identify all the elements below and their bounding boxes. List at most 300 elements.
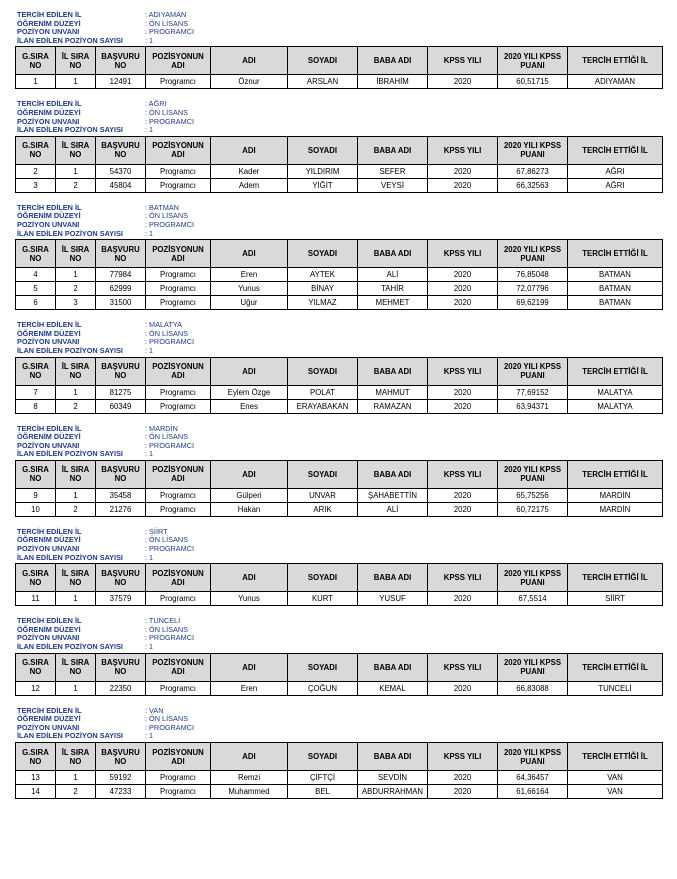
column-header: POZİSYONUN ADI <box>146 47 211 75</box>
table-header-row <box>16 653 663 681</box>
table-cell: 2020 <box>428 385 498 399</box>
table-header-row <box>16 460 663 488</box>
table-cell: Öznur <box>211 75 288 89</box>
meta-row-city <box>17 321 662 330</box>
meta-label-count: İLAN EDİLEN POZİYON SAYISI <box>17 731 123 741</box>
table-cell: BEL <box>288 785 358 799</box>
meta-label-count: İLAN EDİLEN POZİYON SAYISI <box>17 125 123 135</box>
table-cell: Hakan <box>211 502 288 516</box>
meta-row-city <box>17 528 662 537</box>
meta-value-count: : 1 <box>145 228 154 238</box>
column-header: G.SIRA NO <box>16 136 56 164</box>
column-header: TERCİH ETTİĞİ İL <box>568 240 663 268</box>
meta-value-city: : ADIYAMAN <box>145 10 187 19</box>
meta-value-level: : ÖN LİSANS <box>145 211 188 221</box>
column-header: G.SIRA NO <box>16 653 56 681</box>
table-cell: Programcı <box>146 268 211 282</box>
meta-value-position: : PROGRAMCI <box>145 219 195 229</box>
meta-label-count: İLAN EDİLEN POZİYON SAYISI <box>17 345 123 355</box>
meta-label-level: ÖĞRENİM DÜZEYİ <box>17 535 81 545</box>
column-header: POZİSYONUN ADI <box>146 564 211 592</box>
table-cell: 66,32563 <box>498 178 568 192</box>
meta-label-position: POZİYON UNVANI <box>17 633 80 643</box>
table-cell: İBRAHİM <box>358 75 428 89</box>
table-row <box>16 282 663 296</box>
column-header: BABA ADI <box>358 564 428 592</box>
column-header: KPSS YILI <box>428 240 498 268</box>
section-4 <box>15 425 662 517</box>
table-cell: 2020 <box>428 178 498 192</box>
table-cell: Enes <box>211 399 288 413</box>
column-header: POZİSYONUN ADI <box>146 357 211 385</box>
meta-value-position: : PROGRAMCI <box>145 27 195 37</box>
table-cell: 6 <box>16 296 56 310</box>
table-cell: 67,5514 <box>498 592 568 606</box>
column-header: ADI <box>211 357 288 385</box>
table-cell: 10 <box>16 502 56 516</box>
table-row <box>16 502 663 516</box>
table-cell: VEYSİ <box>358 178 428 192</box>
column-header: İL SIRA NO <box>56 564 96 592</box>
meta-value-city: : TUNCELİ <box>145 616 181 626</box>
table-cell: 81275 <box>96 385 146 399</box>
meta-label-position: POZİYON UNVANI <box>17 116 80 126</box>
table-row <box>16 268 663 282</box>
table-cell: 45804 <box>96 178 146 192</box>
meta-value-position: : PROGRAMCI <box>145 116 195 126</box>
table-cell: RAMAZAN <box>358 399 428 413</box>
column-header: POZİSYONUN ADI <box>146 460 211 488</box>
table-cell: KURT <box>288 592 358 606</box>
column-header: BAŞVURU NO <box>96 460 146 488</box>
meta-value-city: : MALATYA <box>145 320 183 330</box>
table-cell: Yunus <box>211 592 288 606</box>
table-header-row <box>16 357 663 385</box>
column-header: BABA ADI <box>358 743 428 771</box>
column-header: BABA ADI <box>358 460 428 488</box>
meta-row-level <box>17 20 662 29</box>
column-header: ADI <box>211 460 288 488</box>
table-cell: ARSLAN <box>288 75 358 89</box>
meta-row-count <box>17 554 662 563</box>
column-header: G.SIRA NO <box>16 460 56 488</box>
table-cell: 35458 <box>96 488 146 502</box>
results-table <box>15 563 663 606</box>
table-cell: 77984 <box>96 268 146 282</box>
table-cell: YILMAZ <box>288 296 358 310</box>
meta-row-level <box>17 212 662 221</box>
table-cell: 7 <box>16 385 56 399</box>
column-header: KPSS YILI <box>428 564 498 592</box>
table-cell: 1 <box>16 75 56 89</box>
meta-value-level: : ÖN LİSANS <box>145 714 188 724</box>
meta-value-level: : ÖN LİSANS <box>145 18 188 28</box>
column-header: SOYADI <box>288 743 358 771</box>
table-cell: 2020 <box>428 164 498 178</box>
meta-value-count: : 1 <box>145 552 154 562</box>
column-header: BAŞVURU NO <box>96 653 146 681</box>
table-cell: Programcı <box>146 296 211 310</box>
table-cell: ÇOĞUN <box>288 681 358 695</box>
column-header: POZİSYONUN ADI <box>146 136 211 164</box>
section-meta <box>17 204 662 238</box>
table-cell: ÇİFTÇİ <box>288 771 358 785</box>
table-cell: Programcı <box>146 75 211 89</box>
meta-value-position: : PROGRAMCI <box>145 722 195 732</box>
table-cell: 8 <box>16 399 56 413</box>
table-cell: 2 <box>56 178 96 192</box>
column-header: SOYADI <box>288 240 358 268</box>
table-cell: VAN <box>568 785 663 799</box>
column-header: 2020 YILI KPSS PUANI <box>498 47 568 75</box>
table-cell: Programcı <box>146 785 211 799</box>
meta-label-city: TERCİH EDİLEN İL <box>17 320 82 330</box>
meta-label-count: İLAN EDİLEN POZİYON SAYISI <box>17 449 123 459</box>
table-cell: 4 <box>16 268 56 282</box>
table-cell: ARIK <box>288 502 358 516</box>
meta-label-level: ÖĞRENİM DÜZEYİ <box>17 328 81 338</box>
table-cell: 69,62199 <box>498 296 568 310</box>
meta-row-city <box>17 425 662 434</box>
section-1 <box>15 100 662 192</box>
meta-label-level: ÖĞRENİM DÜZEYİ <box>17 211 81 221</box>
meta-row-level <box>17 536 662 545</box>
column-header: BAŞVURU NO <box>96 743 146 771</box>
meta-row-level <box>17 433 662 442</box>
table-cell: 1 <box>56 75 96 89</box>
column-header: İL SIRA NO <box>56 47 96 75</box>
table-cell: TAHİR <box>358 282 428 296</box>
column-header: POZİSYONUN ADI <box>146 743 211 771</box>
table-cell: 60,51715 <box>498 75 568 89</box>
column-header: BAŞVURU NO <box>96 564 146 592</box>
meta-value-city: : VAN <box>145 705 164 715</box>
meta-label-position: POZİYON UNVANI <box>17 440 80 450</box>
table-cell: 2 <box>56 399 96 413</box>
column-header: TERCİH ETTİĞİ İL <box>568 136 663 164</box>
column-header: BABA ADI <box>358 136 428 164</box>
table-cell: 2020 <box>428 296 498 310</box>
section-meta <box>17 707 662 741</box>
table-cell: MEHMET <box>358 296 428 310</box>
meta-row-city <box>17 617 662 626</box>
table-cell: SEVDİN <box>358 771 428 785</box>
table-cell: VAN <box>568 771 663 785</box>
column-header: ADI <box>211 653 288 681</box>
table-cell: TUNCELİ <box>568 681 663 695</box>
meta-value-position: : PROGRAMCI <box>145 633 195 643</box>
table-cell: MARDİN <box>568 502 663 516</box>
column-header: ADI <box>211 240 288 268</box>
table-cell: 67,86273 <box>498 164 568 178</box>
table-cell: 9 <box>16 488 56 502</box>
column-header: SOYADI <box>288 653 358 681</box>
table-cell: Adem <box>211 178 288 192</box>
table-cell: AYTEK <box>288 268 358 282</box>
meta-label-city: TERCİH EDİLEN İL <box>17 705 82 715</box>
table-cell: 1 <box>56 268 96 282</box>
section-meta <box>17 100 662 134</box>
column-header: POZİSYONUN ADI <box>146 653 211 681</box>
section-meta <box>17 425 662 459</box>
table-cell: 22350 <box>96 681 146 695</box>
table-cell: 3 <box>16 178 56 192</box>
column-header: ADI <box>211 47 288 75</box>
column-header: 2020 YILI KPSS PUANI <box>498 136 568 164</box>
meta-value-count: : 1 <box>145 731 154 741</box>
meta-value-level: : ÖN LİSANS <box>145 624 188 634</box>
table-cell: 31500 <box>96 296 146 310</box>
column-header: 2020 YILI KPSS PUANI <box>498 653 568 681</box>
table-row <box>16 488 663 502</box>
table-header-row <box>16 47 663 75</box>
results-table <box>15 46 663 89</box>
column-header: İL SIRA NO <box>56 136 96 164</box>
table-cell: Programcı <box>146 399 211 413</box>
table-row <box>16 296 663 310</box>
table-row <box>16 771 663 785</box>
table-cell: 1 <box>56 488 96 502</box>
table-row <box>16 592 663 606</box>
table-cell: Eylem Özge <box>211 385 288 399</box>
meta-label-count: İLAN EDİLEN POZİYON SAYISI <box>17 552 123 562</box>
section-5 <box>15 528 662 606</box>
table-row <box>16 681 663 695</box>
table-cell: UNVAR <box>288 488 358 502</box>
table-cell: 2020 <box>428 268 498 282</box>
table-cell: POLAT <box>288 385 358 399</box>
meta-value-count: : 1 <box>145 449 154 459</box>
table-cell: 76,85048 <box>498 268 568 282</box>
table-cell: 1 <box>56 385 96 399</box>
column-header: G.SIRA NO <box>16 357 56 385</box>
table-cell: 62999 <box>96 282 146 296</box>
section-meta <box>17 617 662 651</box>
table-cell: MAHMUT <box>358 385 428 399</box>
column-header: BABA ADI <box>358 357 428 385</box>
meta-label-count: İLAN EDİLEN POZİYON SAYISI <box>17 642 123 652</box>
meta-value-city: : BATMAN <box>145 202 179 212</box>
table-cell: Uğur <box>211 296 288 310</box>
column-header: SOYADI <box>288 357 358 385</box>
meta-label-city: TERCİH EDİLEN İL <box>17 423 82 433</box>
meta-row-count <box>17 643 662 652</box>
table-cell: 2020 <box>428 399 498 413</box>
table-cell: BATMAN <box>568 268 663 282</box>
column-header: SOYADI <box>288 136 358 164</box>
section-0 <box>15 11 662 89</box>
column-header: İL SIRA NO <box>56 460 96 488</box>
meta-row-level <box>17 715 662 724</box>
table-cell: Remzi <box>211 771 288 785</box>
table-row <box>16 178 663 192</box>
table-header-row <box>16 240 663 268</box>
meta-label-position: POZİYON UNVANI <box>17 544 80 554</box>
table-row <box>16 785 663 799</box>
results-table <box>15 460 663 517</box>
table-cell: Programcı <box>146 488 211 502</box>
meta-label-position: POZİYON UNVANI <box>17 337 80 347</box>
table-cell: 11 <box>16 592 56 606</box>
column-header: BAŞVURU NO <box>96 240 146 268</box>
table-cell: YUSUF <box>358 592 428 606</box>
table-cell: ALİ <box>358 502 428 516</box>
meta-value-position: : PROGRAMCI <box>145 544 195 554</box>
table-cell: Gülperi <box>211 488 288 502</box>
column-header: İL SIRA NO <box>56 653 96 681</box>
results-table <box>15 239 663 310</box>
results-table <box>15 653 663 696</box>
meta-value-count: : 1 <box>145 345 154 355</box>
table-cell: ŞAHABETTİN <box>358 488 428 502</box>
meta-value-level: : ÖN LİSANS <box>145 328 188 338</box>
table-cell: MARDİN <box>568 488 663 502</box>
table-cell: 14 <box>16 785 56 799</box>
table-cell: 59192 <box>96 771 146 785</box>
column-header: BABA ADI <box>358 47 428 75</box>
table-cell: ABDURRAHMAN <box>358 785 428 799</box>
table-cell: 60349 <box>96 399 146 413</box>
column-header: POZİSYONUN ADI <box>146 240 211 268</box>
meta-label-count: İLAN EDİLEN POZİYON SAYISI <box>17 228 123 238</box>
meta-value-count: : 1 <box>145 642 154 652</box>
column-header: SOYADI <box>288 460 358 488</box>
table-cell: YİĞİT <box>288 178 358 192</box>
meta-label-city: TERCİH EDİLEN İL <box>17 526 82 536</box>
table-cell: Programcı <box>146 282 211 296</box>
section-2 <box>15 204 662 310</box>
table-cell: 1 <box>56 771 96 785</box>
column-header: G.SIRA NO <box>16 564 56 592</box>
table-cell: 37579 <box>96 592 146 606</box>
column-header: G.SIRA NO <box>16 743 56 771</box>
table-cell: 2 <box>16 164 56 178</box>
table-row <box>16 399 663 413</box>
table-cell: ALİ <box>358 268 428 282</box>
table-cell: 2 <box>56 502 96 516</box>
column-header: İL SIRA NO <box>56 240 96 268</box>
table-cell: 3 <box>56 296 96 310</box>
table-cell: 2 <box>56 785 96 799</box>
meta-row-city <box>17 11 662 20</box>
section-meta <box>17 321 662 355</box>
table-cell: 2020 <box>428 785 498 799</box>
column-header: KPSS YILI <box>428 743 498 771</box>
table-cell: Muhammed <box>211 785 288 799</box>
meta-row-count <box>17 732 662 741</box>
column-header: TERCİH ETTİĞİ İL <box>568 564 663 592</box>
meta-row-city <box>17 707 662 716</box>
document <box>15 11 662 799</box>
table-cell: Programcı <box>146 592 211 606</box>
meta-label-position: POZİYON UNVANI <box>17 722 80 732</box>
table-cell: 13 <box>16 771 56 785</box>
table-cell: 61,66164 <box>498 785 568 799</box>
meta-label-level: ÖĞRENİM DÜZEYİ <box>17 624 81 634</box>
meta-value-level: : ÖN LİSANS <box>145 432 188 442</box>
table-cell: Eren <box>211 681 288 695</box>
meta-value-count: : 1 <box>145 125 154 135</box>
meta-row-level <box>17 330 662 339</box>
meta-row-count <box>17 450 662 459</box>
meta-label-city: TERCİH EDİLEN İL <box>17 99 82 109</box>
table-cell: Programcı <box>146 385 211 399</box>
column-header: 2020 YILI KPSS PUANI <box>498 743 568 771</box>
table-cell: MALATYA <box>568 399 663 413</box>
table-cell: Kader <box>211 164 288 178</box>
table-cell: 2020 <box>428 681 498 695</box>
meta-label-city: TERCİH EDİLEN İL <box>17 202 82 212</box>
table-cell: AĞRI <box>568 164 663 178</box>
table-cell: Programcı <box>146 178 211 192</box>
column-header: BABA ADI <box>358 653 428 681</box>
section-meta <box>17 11 662 45</box>
meta-value-level: : ÖN LİSANS <box>145 535 188 545</box>
table-cell: Programcı <box>146 771 211 785</box>
table-cell: 2020 <box>428 592 498 606</box>
table-cell: BİNAY <box>288 282 358 296</box>
table-cell: SEFER <box>358 164 428 178</box>
column-header: 2020 YILI KPSS PUANI <box>498 357 568 385</box>
column-header: TERCİH ETTİĞİ İL <box>568 357 663 385</box>
meta-row-level <box>17 626 662 635</box>
table-cell: MALATYA <box>568 385 663 399</box>
column-header: SOYADI <box>288 47 358 75</box>
table-cell: 1 <box>56 681 96 695</box>
column-header: TERCİH ETTİĞİ İL <box>568 653 663 681</box>
table-cell: Yunus <box>211 282 288 296</box>
table-cell: 60,72175 <box>498 502 568 516</box>
meta-row-count <box>17 37 662 46</box>
meta-label-count: İLAN EDİLEN POZİYON SAYISI <box>17 35 123 45</box>
column-header: 2020 YILI KPSS PUANI <box>498 564 568 592</box>
table-cell: 54370 <box>96 164 146 178</box>
column-header: İL SIRA NO <box>56 357 96 385</box>
table-header-row <box>16 564 663 592</box>
column-header: KPSS YILI <box>428 136 498 164</box>
table-cell: 63,94371 <box>498 399 568 413</box>
table-cell: 21276 <box>96 502 146 516</box>
table-cell: 64,36457 <box>498 771 568 785</box>
section-6 <box>15 617 662 695</box>
meta-row-count <box>17 126 662 135</box>
table-cell: Eren <box>211 268 288 282</box>
table-row <box>16 75 663 89</box>
table-cell: 2020 <box>428 502 498 516</box>
meta-label-level: ÖĞRENİM DÜZEYİ <box>17 18 81 28</box>
meta-row-count <box>17 230 662 239</box>
table-cell: 1 <box>56 164 96 178</box>
column-header: BABA ADI <box>358 240 428 268</box>
table-cell: Programcı <box>146 502 211 516</box>
table-cell: 12491 <box>96 75 146 89</box>
table-cell: 5 <box>16 282 56 296</box>
table-cell: 12 <box>16 681 56 695</box>
section-3 <box>15 321 662 413</box>
table-cell: AĞRI <box>568 178 663 192</box>
column-header: KPSS YILI <box>428 460 498 488</box>
table-cell: 2020 <box>428 771 498 785</box>
meta-value-position: : PROGRAMCI <box>145 440 195 450</box>
column-header: TERCİH ETTİĞİ İL <box>568 47 663 75</box>
meta-label-position: POZİYON UNVANI <box>17 27 80 37</box>
meta-value-city: : SİİRT <box>145 526 168 536</box>
column-header: G.SIRA NO <box>16 240 56 268</box>
table-row <box>16 164 663 178</box>
column-header: BAŞVURU NO <box>96 357 146 385</box>
section-7 <box>15 707 662 799</box>
table-cell: 2020 <box>428 75 498 89</box>
